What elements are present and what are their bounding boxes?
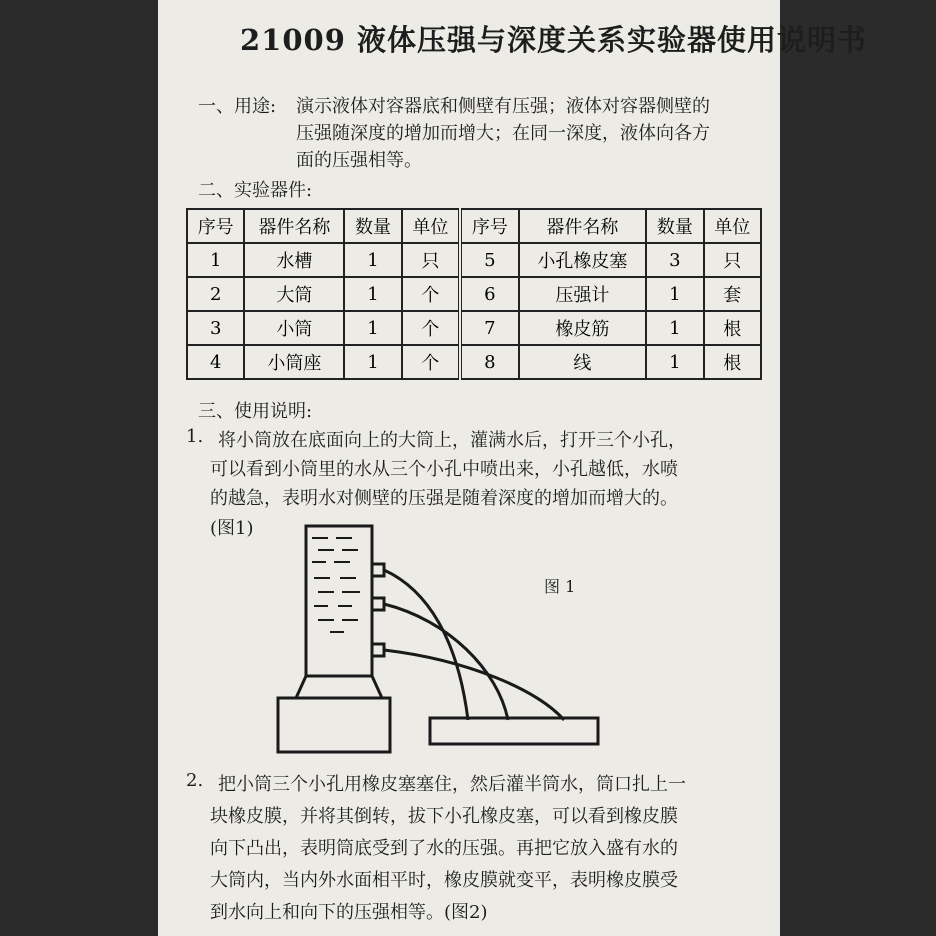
table-cell: 1	[187, 243, 244, 277]
table-cell: 小孔橡皮塞	[519, 243, 647, 277]
item2-line: 块橡皮膜，并将其倒转，拔下小孔橡皮塞，可以看到橡皮膜	[210, 806, 678, 827]
table-header-cell: 数量	[344, 209, 401, 243]
table-cell: 套	[704, 277, 761, 311]
table-cell: 6	[460, 277, 518, 311]
section2-heading: 二、实验器件:	[198, 180, 313, 201]
table-cell: 8	[460, 345, 518, 379]
water-jet-top	[384, 570, 468, 720]
table-cell: 1	[646, 345, 703, 379]
table-cell: 只	[402, 243, 460, 277]
item1-line: 将小筒放在底面向上的大筒上，灌满水后，打开三个小孔，	[218, 430, 686, 451]
page-title: 21009 液体压强与深度关系实验器使用说明书	[240, 23, 867, 57]
item2-number: 2.	[186, 770, 204, 791]
figure-1-diagram	[268, 520, 608, 752]
water-jet-bottom	[384, 650, 564, 720]
table-cell: 1	[646, 311, 703, 345]
item2-line: 把小筒三个小孔用橡皮塞塞住，然后灌半筒水，筒口扎上一	[218, 774, 686, 795]
section1-line: 演示液体对容器底和侧壁有压强；液体对容器侧壁的	[296, 96, 710, 117]
table-cell: 2	[187, 277, 244, 311]
instruction-sheet	[158, 0, 867, 936]
table-header-cell: 器件名称	[519, 209, 647, 243]
table-cell: 3	[646, 243, 703, 277]
table-cell: 线	[519, 345, 647, 379]
table-cell: 个	[402, 277, 460, 311]
table-cell: 橡皮筋	[519, 311, 647, 345]
table-cell: 根	[704, 311, 761, 345]
table-row	[187, 243, 761, 277]
table-cell: 压强计	[519, 277, 647, 311]
section1-line: 面的压强相等。	[296, 150, 422, 171]
table-cell: 3	[187, 311, 244, 345]
stand-block	[278, 698, 390, 752]
figure1-label: 图 1	[544, 577, 576, 596]
table-cell: 只	[704, 243, 761, 277]
table-cell: 大筒	[244, 277, 344, 311]
item2-line: 到水向上和向下的压强相等。(图2)	[210, 902, 488, 923]
parts-table	[186, 208, 762, 380]
table-cell: 1	[344, 311, 401, 345]
hole-bottom	[372, 644, 384, 656]
table-header-cell: 单位	[704, 209, 761, 243]
item1-line: 的越急，表明水对侧壁的压强是随着深度的增加而增大的。	[210, 488, 678, 509]
table-header-cell: 器件名称	[244, 209, 344, 243]
table-row	[187, 311, 761, 345]
item2-line: 大筒内，当内外水面相平时，橡皮膜就变平，表明橡皮膜受	[210, 870, 678, 891]
section3-heading: 三、使用说明:	[198, 401, 313, 422]
table-cell: 1	[344, 277, 401, 311]
table-cell: 个	[402, 345, 460, 379]
figure1-reference: (图1)	[210, 518, 254, 539]
section1-line: 压强随深度的增加而增大；在同一深度，液体向各方	[296, 123, 710, 144]
item1-number: 1.	[186, 426, 204, 447]
table-row	[187, 345, 761, 379]
table-cell: 水槽	[244, 243, 344, 277]
table-header-row	[187, 209, 761, 243]
cylinder-base	[296, 676, 382, 698]
table-cell: 1	[646, 277, 703, 311]
table-cell: 1	[344, 345, 401, 379]
water-trough	[430, 718, 598, 744]
table-cell: 根	[704, 345, 761, 379]
table-header-cell: 数量	[646, 209, 703, 243]
table-cell: 个	[402, 311, 460, 345]
hole-middle	[372, 598, 384, 610]
table-cell: 小筒座	[244, 345, 344, 379]
table-cell: 5	[460, 243, 518, 277]
table-header-cell: 序号	[187, 209, 244, 243]
hole-top	[372, 564, 384, 576]
table-row	[187, 277, 761, 311]
table-cell: 4	[187, 345, 244, 379]
water-surface-lines	[312, 538, 360, 632]
table-cell: 1	[344, 243, 401, 277]
table-cell: 7	[460, 311, 518, 345]
table-cell: 小筒	[244, 311, 344, 345]
item2-line: 向下凸出，表明筒底受到了水的压强。再把它放入盛有水的	[210, 838, 678, 859]
table-header-cell: 序号	[460, 209, 518, 243]
section1-heading: 一、用途:	[198, 96, 277, 117]
item1-line: 可以看到小筒里的水从三个小孔中喷出来，小孔越低，水喷	[210, 459, 678, 480]
table-header-cell: 单位	[402, 209, 460, 243]
cylinder-outline	[306, 526, 372, 676]
